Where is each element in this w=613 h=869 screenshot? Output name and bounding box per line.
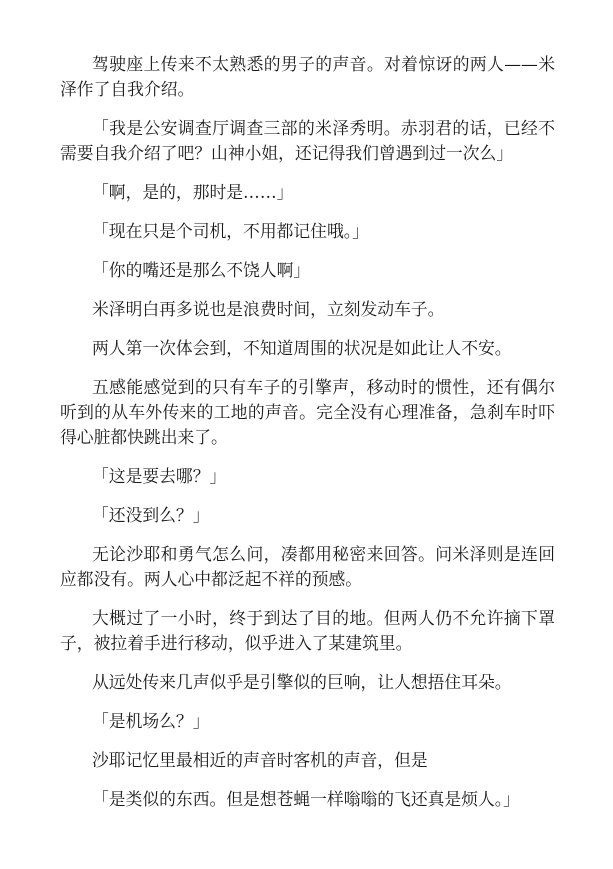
paragraph: 「还没到么？」 — [92, 505, 210, 525]
paragraph: 「啊，是的，那时是……」 — [92, 182, 294, 202]
paragraph: 驾驶座上传来不太熟悉的男子的声音。对着惊讶的两人——米泽作了自我介绍。 — [60, 54, 555, 99]
paragraph: 「这是要去哪？」 — [92, 466, 227, 486]
paragraph: 两人第一次体会到，不知道周围的状况是如此让人不安。 — [92, 338, 512, 358]
paragraph: 「是类似的东西。但是想苍蝇一样嗡嗡的飞还真是烦人。」 — [92, 789, 520, 809]
paragraph: 五感能感觉到的只有车子的引擎声，移动时的惯性，还有偶尔听到的从车外传来的工地的声音。完全没有心理准备，急刹车时吓得心脏都快跳出来了。 — [60, 377, 555, 447]
document-page — [60, 52, 555, 826]
paragraph: 大概过了一小时，终于到达了目的地。但两人仍不允许摘下罩子，被拉着手进行移动，似乎进入了某建筑里。 — [60, 608, 555, 653]
paragraph: 「你的嘴还是那么不饶人啊」 — [92, 260, 311, 280]
paragraph: 沙耶记忆里最相近的声音时客机的声音，但是 — [92, 750, 428, 770]
paragraph: 「现在只是个司机，不用都记住哦。」 — [92, 221, 369, 241]
paragraph: 米泽明白再多说也是浪费时间，立刻发动车子。 — [92, 299, 445, 319]
paragraph: 无论沙耶和勇气怎么问，凑都用秘密来回答。问米泽则是连回应都没有。两人心中都泛起不祥的预感。 — [60, 544, 555, 589]
paragraph: 「是机场么？」 — [92, 711, 210, 731]
paragraph: 从远处传来几声似乎是引擎似的巨响，让人想捂住耳朵。 — [92, 672, 512, 692]
paragraph: 「我是公安调查厅调查三部的米泽秀明。赤羽君的话，已经不需要自我介绍了吧？山神小姐，还记得我们曾遇到过一次么」 — [60, 118, 555, 163]
